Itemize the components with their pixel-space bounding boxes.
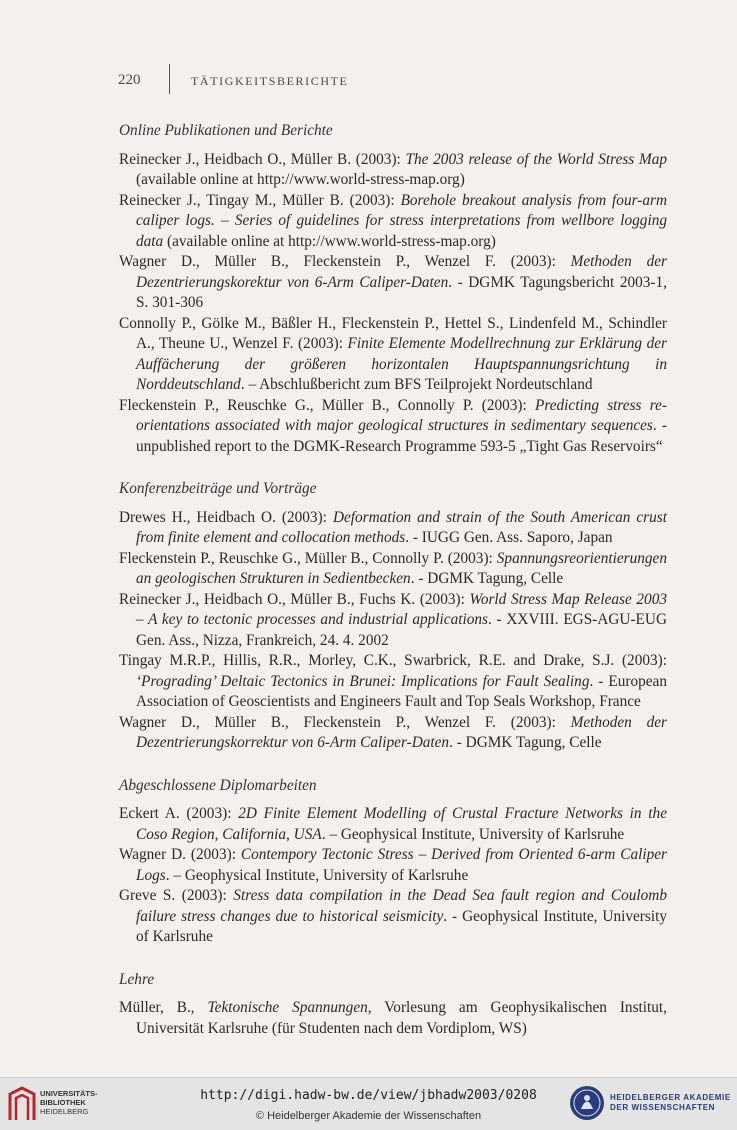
- permalink-url[interactable]: http://digi.hadw-bw.de/view/jbhadw2003/0208: [200, 1088, 537, 1103]
- entry-details: (available online at http://www.world-stress-map.org): [163, 232, 496, 250]
- academy-line-1: HEIDELBERGER AKADEMIE: [610, 1093, 731, 1102]
- reference-entry: [119, 845, 667, 886]
- reference-entry: [119, 396, 667, 458]
- entry-authors: Wagner D., Müller B., Fleckenstein P., Wenzel F. (2003):: [119, 253, 571, 270]
- reference-entry: [119, 150, 667, 191]
- entry-details: . – Abschlußbericht zum BFS Teilprojekt Nordeutschland: [240, 376, 593, 393]
- reference-entry: [119, 508, 667, 549]
- reference-entry: [119, 549, 667, 590]
- entry-details: . - Geophysical Institute, University of Karlsruhe: [136, 907, 667, 945]
- section: [119, 121, 667, 457]
- academy-name: [610, 1093, 731, 1113]
- copyright-notice: © Heidelberger Akademie der Wissenschaften: [255, 1110, 482, 1122]
- footer-bar: [0, 1077, 737, 1130]
- entry-title: Tektonische Spannungen: [207, 999, 368, 1016]
- reference-entry: [119, 191, 667, 253]
- library-line-3: HEIDELBERG: [40, 1107, 89, 1116]
- entry-details: . - DGMK Tagung, Celle: [410, 570, 564, 587]
- reference-entry: [119, 314, 667, 396]
- entry-title: Methoden der Dezentrierungskorrektur von 6-Arm Caliper-Daten: [136, 713, 667, 751]
- entry-authors: Fleckenstein P., Reuschke G., Müller B., Connolly P. (2003):: [119, 549, 497, 567]
- entry-title: Spannungsreorientierungen an geologischen Strukturen in Sedientbecken: [136, 549, 667, 587]
- entry-details: . - DGMK Tagungsbericht 2003-1, S. 301-306: [136, 273, 667, 311]
- entry-authors: Drewes H., Heidbach O. (2003):: [119, 508, 333, 526]
- entry-title: Predicting stress re-orientations associated with major geological structures in sedimentary sequences: [136, 396, 667, 434]
- section: [119, 479, 667, 754]
- entry-details: (available online at http://www.world-stress-map.org): [136, 171, 465, 188]
- entry-authors: Fleckenstein P., Reuschke G., Müller B., Connolly P. (2003):: [119, 396, 535, 414]
- entry-details: . - IUGG Gen. Ass. Saporo, Japan: [405, 529, 613, 546]
- entry-details: . - unpublished report to the DGMK-Research Programme 593-5 „Tight Gas Reservoirs“: [136, 417, 667, 455]
- entry-title: ‘Prograding’ Deltaic Tectonics in Brunei: Implications for Fault Sealing: [136, 672, 590, 690]
- entry-details: . - XXVIII. EGS-AGU-EUG Gen. Ass., Nizza, Frankreich, 24. 4. 2002: [136, 611, 667, 649]
- reference-entry: [119, 713, 667, 754]
- entry-details: . - European Association of Geoscientists and Engineers Fault and Top Seals Workshop, France: [136, 672, 667, 710]
- page-number: 220: [118, 72, 141, 88]
- entry-details: . - DGMK Tagung, Celle: [449, 734, 602, 751]
- entry-authors: Wagner D., Müller B., Fleckenstein P., Wenzel F. (2003):: [119, 713, 571, 731]
- entry-title: Borehole breakout analysis from four-arm caliper logs. – Series of guidelines for stress interpretations from wellbore logging data: [136, 191, 667, 250]
- library-line-1: UNIVERSITÄTS-: [40, 1089, 98, 1098]
- entry-authors: Reinecker J., Heidbach O., Müller B., Fuchs K. (2003):: [119, 590, 470, 608]
- entry-authors: Reinecker J., Tingay M., Müller B. (2003):: [119, 191, 401, 209]
- entry-title: Stress data compilation in the Dead Sea fault region and Coulomb failure stress changes due to historical seismicity: [136, 887, 667, 925]
- academy-line-2: DER WISSENSCHAFTEN: [610, 1103, 716, 1112]
- entry-authors: Wagner D. (2003):: [119, 846, 241, 863]
- reference-entry: [119, 804, 667, 845]
- entry-title: Deformation and strain of the South American crust from finite element and collocation methods: [136, 508, 667, 546]
- entry-authors: Connolly P., Gölke M., Bäßler H., Fleckenstein P., Hettel S., Lindenfeld M., Schindler A., Theune U., Wenzel F. (2003):: [119, 314, 667, 352]
- section: [119, 776, 667, 948]
- entry-authors: Greve S. (2003):: [119, 887, 234, 904]
- reference-entry: [119, 651, 667, 713]
- entry-title: Contempory Tectonic Stress – Derived from Oriented 6-arm Caliper Logs: [136, 846, 667, 884]
- section-title: Online Publikationen und Berichte: [119, 122, 333, 139]
- entry-details: . – Geophysical Institute, University of Karlsruhe: [165, 866, 469, 884]
- entry-title: The 2003 release of the World Stress Map: [405, 150, 668, 168]
- running-title: TÄTIGKEITSBERICHTE: [191, 74, 349, 88]
- entry-details: , Vorlesung am Geophysikalischen Institut, Universität Karlsruhe (für Studenten nach dem Vordiplom, WS): [136, 999, 668, 1037]
- document-body: [119, 121, 667, 1061]
- reference-entry: [119, 998, 667, 1039]
- entry-title: Methoden der Dezentrierungskorektur von 6-Arm Caliper-Daten: [136, 253, 667, 291]
- entry-authors: Müller, B.,: [119, 999, 208, 1016]
- section-title: Lehre: [119, 970, 155, 988]
- reference-entry: [119, 252, 667, 314]
- entry-authors: Eckert A. (2003):: [119, 805, 239, 822]
- section: [119, 970, 667, 1040]
- entry-authors: Reinecker J., Heidbach O., Müller B. (2003):: [119, 150, 406, 168]
- entry-authors: Tingay M.R.P., Hillis, R.R., Morley, C.K., Swarbrick, R.E. and Drake, S.J. (2003):: [119, 652, 667, 669]
- entry-title: World Stress Map Release 2003 – A key to tectonic processes and industrial applications: [136, 590, 668, 628]
- entry-title: 2D Finite Element Modelling of Crustal Fracture Networks in the Coso Region, California, USA: [136, 805, 667, 843]
- library-line-2: BIBLIOTHEK: [40, 1098, 86, 1107]
- section-title: Abgeschlossene Diplomarbeiten: [119, 776, 317, 794]
- reference-entry: [119, 886, 667, 948]
- section-title: Konferenzbeiträge und Vorträge: [119, 480, 317, 497]
- entry-title: Finite Elemente Modellrechnung zur Erklärung der Auffächerung der größeren horizontalen Hauptspannungsrichtung in Norddeutschland: [136, 335, 667, 393]
- reference-entry: [119, 590, 667, 652]
- header-divider: [169, 64, 170, 94]
- entry-details: . – Geophysical Institute, University of Karlsruhe: [321, 825, 625, 843]
- academy-seal-icon: [568, 1084, 606, 1122]
